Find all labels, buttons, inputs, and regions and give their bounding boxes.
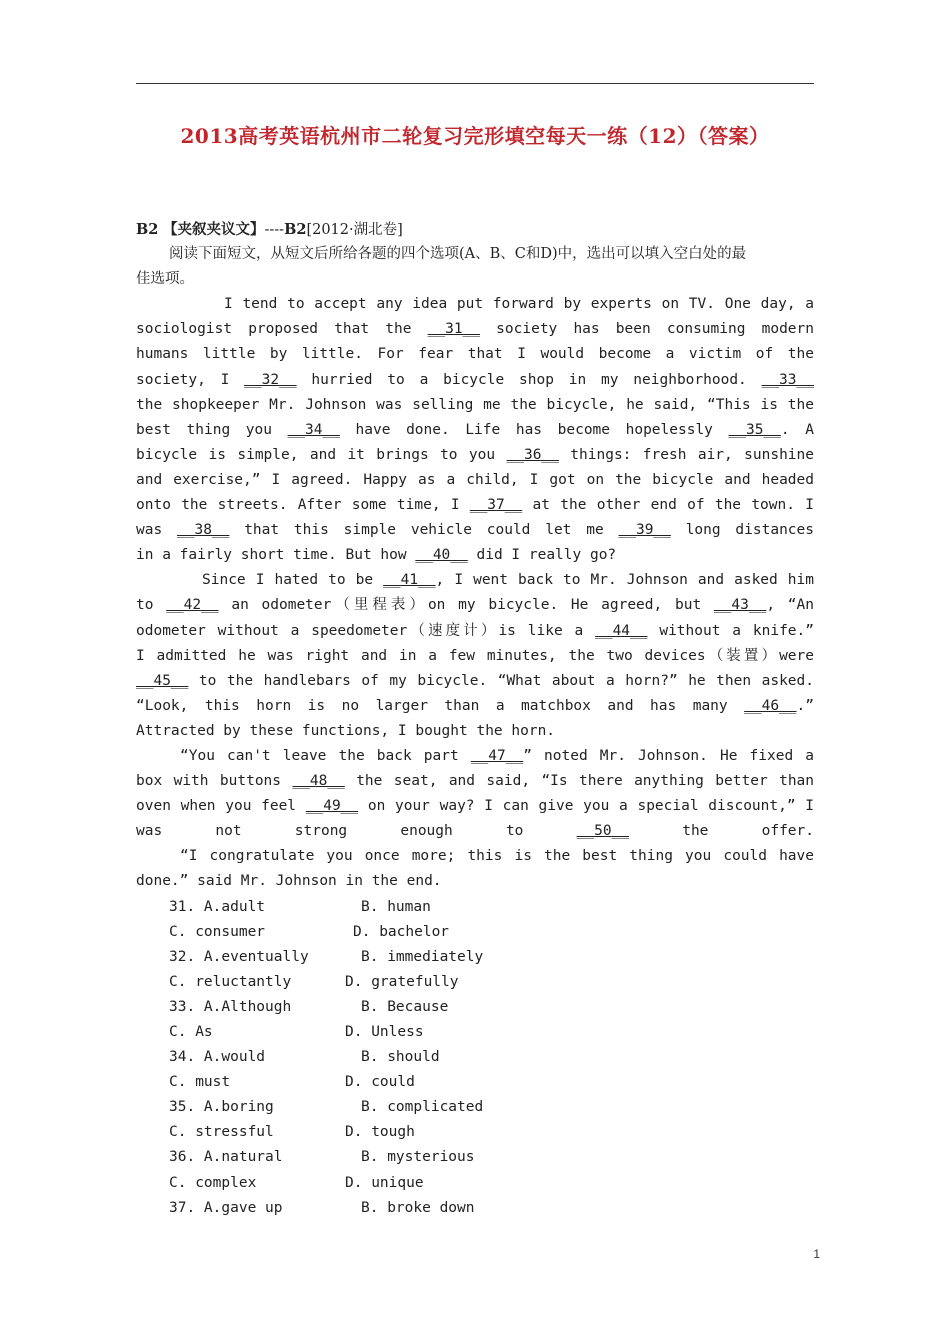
passage-line [136,669,814,694]
passage-text: the seat, and said, “Is there anything better than [356,773,814,790]
passage-text: to [136,597,167,614]
option-row [136,1145,814,1170]
passage-line [136,317,814,342]
option-left: 31. A.adult [169,898,266,915]
page-title: 2013高考英语杭州市二轮复习完形填空每天一练（12）（答案） [180,124,770,148]
passage-text: best thing you [136,421,288,438]
answer-blank: __38__ [177,522,230,539]
passage-text: , I went back to Mr. Johnson and asked him [435,572,814,589]
passage-text: an odometer（里程表）on my bicycle. He agreed, but [218,597,714,614]
option-right: D. unique [345,1174,424,1191]
passage-line [136,393,814,418]
answer-blank: __49__ [305,798,359,815]
passage-line [136,744,814,769]
passage-text: was not strong enough to [136,823,577,840]
option-right: D. Unless [345,1024,424,1040]
option-left: C. stressful [169,1124,274,1141]
answer-blank: __41__ [383,572,436,589]
passage-text: society, I [136,371,245,388]
passage-text: “Look, this horn is no larger than a matchbox and has many [136,697,745,714]
passage-text: bicycle is simple, and it brings to you [136,446,507,463]
passage-text: .” [796,697,814,714]
answer-blank: __33__ [761,371,814,388]
answer-blank: __43__ [713,597,767,614]
option-row [136,1196,814,1221]
option-row [136,970,814,995]
passage-text: that this simple vehicle could let me [229,522,619,539]
passage-line [136,543,814,568]
passage-text: hurried to a bicycle shop in my neighborhood. [296,371,762,388]
answer-blank: __39__ [618,522,671,539]
section-b2-second: B2 [284,221,307,238]
option-right: B. immediately [361,948,484,965]
option-right: D. gratefully [345,973,459,990]
passage-line [136,468,814,493]
option-right: D. could [345,1074,415,1091]
passage-text: humans little by little. For fear that I would become a victim of the [136,346,814,363]
passage-line [136,794,814,819]
option-row [136,1020,814,1045]
passage-line [136,644,814,669]
passage-line [136,593,814,618]
passage-text: “You can't leave the back part [180,747,471,764]
option-left: C. reluctantly [169,973,292,990]
passage-text: did I really go? [467,547,617,564]
passage-text: and exercise,” I agreed. Happy as a child, I got on the bicycle and headed [136,471,814,488]
document-body [136,217,814,1221]
option-right: B. human [361,898,431,915]
answer-blank: __42__ [166,597,219,614]
answer-blank: __32__ [244,371,297,388]
instruction-line-1: 阅读下面短文，从短文后所给各题的四个选项(A、B、C和D)中，选出可以填入空白处的最 [169,246,747,263]
answer-blank: __34__ [287,421,340,438]
option-row [136,1045,814,1070]
option-row [136,895,814,920]
option-right: B. mysterious [361,1149,475,1166]
option-right: B. Because [361,998,449,1015]
option-left: C. As [169,1024,213,1040]
option-left: 32. A.eventually [169,948,309,965]
option-left: 34. A.would [169,1049,266,1066]
passage-line [136,418,814,443]
option-left: C. consumer [169,923,266,940]
passage-text: odometer without a speedometer（速度计）is like a [136,622,596,639]
passage-line [136,694,814,719]
passage-text: to the handlebars of my bicycle. “What about a horn?” he then asked. [188,672,814,689]
answer-blank: __35__ [728,421,781,438]
answer-blank: __36__ [506,446,559,463]
section-dashes: ---- [264,222,285,238]
option-row [136,920,814,945]
passage-text: box with buttons [136,773,293,790]
passage-text: was [136,522,177,539]
passage-text: have done. Life has become hopelessly [339,421,729,438]
section-source: [2012·湖北卷] [306,222,403,238]
passage [136,292,814,894]
option-left: 37. A.gave up [169,1199,283,1216]
passage-line [136,619,814,644]
option-row [136,1171,814,1196]
passage-text: the offer. [629,823,814,840]
instruction-line-2: 佳选项。 [136,271,194,288]
option-row [136,1120,814,1145]
passage-text: oven when you feel [136,798,306,815]
passage-line [136,518,814,543]
passage-text: in a fairly short time. But how [136,547,416,564]
option-row [136,995,814,1020]
answer-blank: __50__ [576,823,630,840]
answer-blank: __40__ [415,547,468,564]
option-right: B. should [361,1049,440,1066]
option-left: 33. A.Although [169,998,292,1015]
answer-blank: __47__ [470,747,524,764]
option-left: 35. A.boring [169,1099,274,1116]
section-type: 【夹叙夹议文】 [162,221,265,238]
passage-text: long distances [670,522,814,539]
passage-text: society has been consuming modern [480,321,814,338]
answer-blank: __45__ [136,672,189,689]
passage-line [136,869,814,894]
option-row [136,1070,814,1095]
answer-blank: __37__ [469,497,523,514]
passage-line [136,493,814,518]
option-left: 36. A.natural [169,1149,283,1166]
header-rule [136,83,814,84]
passage-text: on your way? I can give you a special discount,” I [358,798,814,815]
option-right: B. complicated [361,1099,484,1116]
answer-blank: __48__ [292,773,345,790]
passage-line [136,769,814,794]
passage-text: ” noted Mr. Johnson. He fixed a [523,747,814,764]
section-label [136,217,814,242]
passage-text: Since I hated to be [202,572,384,589]
passage-line [136,819,814,844]
passage-line [136,342,814,367]
option-left: C. must [169,1074,231,1091]
passage-line [136,368,814,393]
passage-text: “I congratulate you once more; this is the best thing you could have [180,848,814,865]
option-row [136,1095,814,1120]
passage-text: things: fresh air, sunshine [558,446,814,463]
passage-text: without a knife.” [647,622,814,639]
passage-text: sociologist proposed that the [136,321,428,338]
passage-line [136,443,814,468]
passage-line [136,844,814,869]
passage-text: . A [780,421,814,438]
answer-blank: __46__ [744,697,797,714]
passage-text: Attracted by these functions, I bought the horn. [136,722,556,739]
section-b2: B2 [136,221,159,238]
option-right: D. tough [345,1124,415,1141]
option-right: D. bachelor [353,923,450,940]
page-number: 1 [813,1247,820,1261]
answer-blank: __31__ [427,321,481,338]
passage-line [136,719,814,744]
passage-text: at the other end of the town. I [522,497,814,514]
passage-text: done.” said Mr. Johnson in the end. [136,873,442,890]
passage-text: , “An [766,597,814,614]
options-list [136,895,814,1221]
passage-line [136,292,814,317]
answer-blank: __44__ [595,622,648,639]
passage-text: I tend to accept any idea put forward by experts on TV. One day, a [224,296,814,313]
option-left: C. complex [169,1174,257,1191]
passage-text: the shopkeeper Mr. Johnson was selling me the bicycle, he said, “This is the [136,396,814,413]
passage-text: onto the streets. After some time, I [136,497,470,514]
option-right: B. broke down [361,1199,475,1216]
option-row [136,945,814,970]
passage-text: I admitted he was right and in a few minutes, the two devices（装置）were [136,647,814,664]
passage-line [136,568,814,593]
